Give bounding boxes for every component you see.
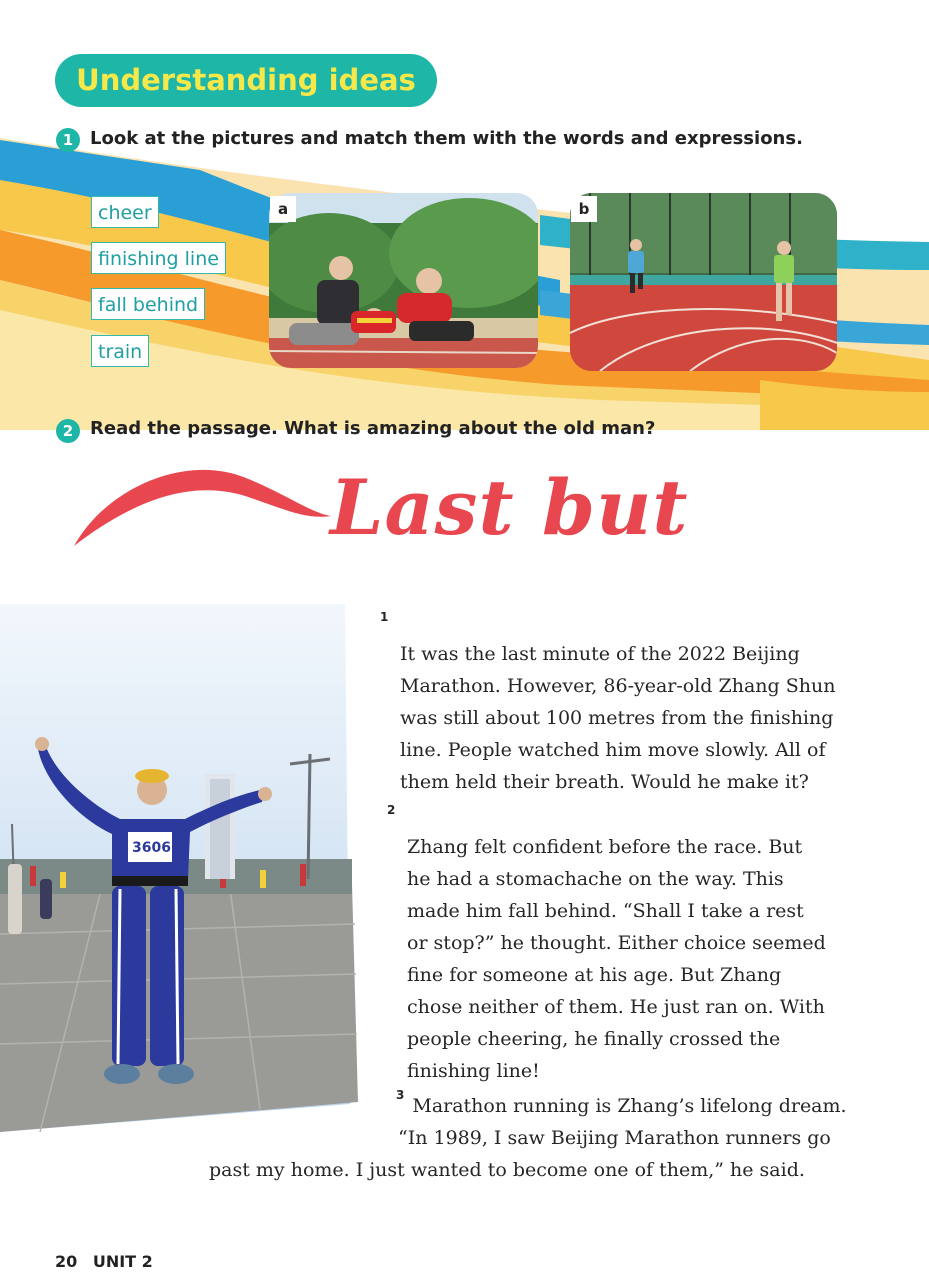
text-line: Marathon. However, 86-year-old Zhang Shun	[400, 675, 836, 697]
passage-title: Last but	[330, 463, 689, 552]
text-line: finishing line!	[407, 1060, 540, 1082]
text-line: It was the last minute of the 2022 Beijing	[400, 643, 800, 665]
word-cheer: cheer	[91, 196, 159, 228]
text-line: was still about 100 metres from the finishing	[400, 707, 834, 729]
unit-label: UNIT 2	[92, 1252, 153, 1271]
text-line: “In 1989, I saw Beijing Marathon runners go	[398, 1127, 831, 1149]
page-number: 20	[55, 1252, 78, 1271]
picture-b	[570, 193, 837, 371]
section-title: Understanding ideas	[55, 54, 437, 107]
page-footer	[55, 1252, 153, 1271]
picture-b-label: b	[571, 196, 597, 222]
paragraph-number: 1	[380, 610, 389, 624]
paragraph-3	[396, 1090, 847, 1122]
activity-1-instruction: Look at the pictures and match them with the words and expressions.	[90, 128, 803, 149]
text-line: people cheering, he finally crossed the	[407, 1028, 781, 1050]
word-fall-behind: fall behind	[91, 288, 205, 320]
text-line: made him fall behind. “Shall I take a rest	[407, 900, 804, 922]
word-train: train	[91, 335, 149, 367]
word-finishing-line: finishing line	[91, 242, 226, 274]
text-line: Zhang felt confident before the race. But	[407, 836, 803, 858]
picture-a-label: a	[270, 196, 296, 222]
activity-1-number: 1	[56, 128, 80, 152]
paragraph-number: 2	[387, 803, 396, 817]
bib-number: 3606	[132, 840, 171, 856]
picture-a	[269, 193, 538, 368]
marathon-runner-photo	[0, 604, 360, 1132]
swoosh-decoration	[66, 458, 336, 553]
text-line: fine for someone at his age. But Zhang	[407, 964, 782, 986]
text-line: he had a stomachache on the way. This	[407, 868, 784, 890]
paragraph-1	[380, 606, 835, 798]
text-line: or stop?” he thought. Either choice seemed	[407, 932, 826, 954]
activity-2-number: 2	[56, 419, 80, 443]
text-line: past my home. I just wanted to become one of them,” he said.	[209, 1159, 805, 1181]
paragraph-number: 3	[396, 1088, 405, 1102]
text-line: them held their breath. Would he make it?	[400, 771, 809, 793]
activity-2-instruction: Read the passage. What is amazing about the old man?	[90, 418, 656, 439]
text-line: line. People watched him move slowly. All of	[400, 739, 826, 761]
paragraph-2	[387, 799, 826, 1087]
text-line: chose neither of them. He just ran on. With	[407, 996, 825, 1018]
text-line: Marathon running is Zhang’s lifelong dream.	[412, 1095, 847, 1117]
